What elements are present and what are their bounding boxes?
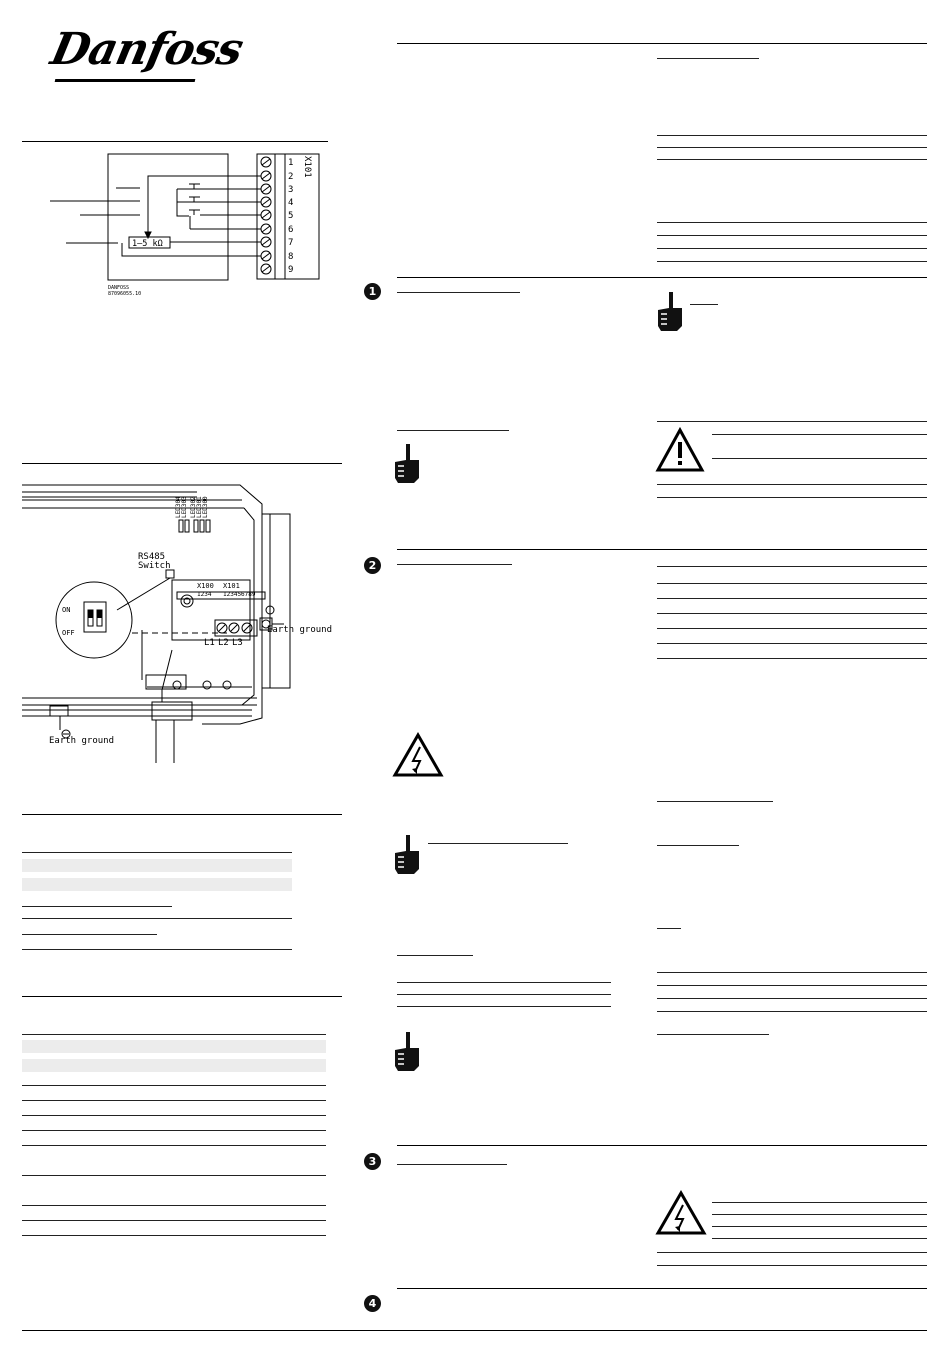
- table-rule: [657, 1252, 927, 1253]
- terminal-number: 7: [288, 238, 294, 248]
- electric-hazard-icon: [392, 732, 444, 778]
- section-rule: [22, 996, 342, 997]
- table-rule: [397, 982, 611, 983]
- heading-underline: [657, 1034, 769, 1035]
- section-rule: [397, 43, 927, 44]
- wiring-diagram-enclosure: [22, 480, 342, 780]
- terminal-number: 2: [288, 172, 294, 182]
- resistor-label: 1–5 kΩ: [132, 239, 163, 249]
- table-rule: [657, 598, 927, 599]
- table-rule: [657, 1265, 927, 1266]
- hand-pointer-icon: [655, 290, 687, 332]
- hand-pointer-icon: [392, 833, 424, 875]
- table-rule: [712, 1238, 927, 1239]
- table-rule: [712, 434, 927, 435]
- table-rule: [22, 852, 292, 853]
- hand-pointer-icon: [392, 1030, 424, 1072]
- table-rule: [657, 972, 927, 973]
- block-label-x100: X100: [197, 582, 214, 590]
- table-rule: [22, 1175, 326, 1176]
- table-rule: [657, 658, 927, 659]
- terminal-number: 9: [288, 265, 294, 275]
- table-rule: [657, 222, 927, 223]
- table-rule: [657, 421, 927, 422]
- table-rule: [712, 1214, 927, 1215]
- table-rule: [657, 159, 927, 160]
- table-rule: [22, 1235, 326, 1236]
- terminal-number: 3: [288, 185, 294, 195]
- table-rule: [657, 985, 927, 986]
- note-underline: [428, 843, 568, 844]
- terminal-number: 6: [288, 225, 294, 235]
- table-rule: [657, 998, 927, 999]
- table-row-shaded: [22, 859, 292, 872]
- table-rule: [657, 583, 927, 584]
- danfoss-logo: Danfoss: [46, 24, 247, 75]
- table-rule: [657, 147, 927, 148]
- table-rule: [22, 949, 292, 950]
- dip-on-label: ON: [62, 606, 71, 614]
- heading-underline: [657, 928, 681, 929]
- earth-ground-label-left: Earth ground: [49, 736, 115, 746]
- table-rule: [657, 1011, 927, 1012]
- block-numbers-x100: 1234: [197, 591, 212, 598]
- section-rule: [397, 1145, 927, 1146]
- heading-underline: [397, 564, 512, 565]
- wiring-diagram-terminal: [0, 140, 340, 310]
- note-underline: [690, 304, 718, 305]
- table-rule: [712, 458, 927, 459]
- phase-label: L3: [232, 638, 243, 648]
- heading-underline: [397, 955, 473, 956]
- rs485-label: Switch: [138, 561, 171, 571]
- table-row-shaded: [22, 878, 292, 891]
- table-rule: [657, 613, 927, 614]
- terminal-number: 8: [288, 252, 294, 262]
- warning-triangle-icon: [655, 427, 705, 473]
- table-rule: [22, 1100, 326, 1101]
- section-badge-3: 3: [364, 1153, 381, 1170]
- phase-label: L2: [218, 638, 229, 648]
- heading-underline: [657, 58, 759, 59]
- table-rule: [712, 1202, 927, 1203]
- heading-underline: [657, 801, 773, 802]
- section-badge-1: 1: [364, 283, 381, 300]
- dip-off-label: OFF: [62, 629, 75, 637]
- heading-underline: [657, 845, 739, 846]
- table-rule: [22, 1115, 326, 1116]
- hand-pointer-icon: [392, 442, 424, 484]
- diagram-stamp: 87096055.10: [108, 291, 142, 297]
- section-rule: [397, 277, 927, 278]
- table-rule: [657, 484, 927, 485]
- rs485-label: RS485: [138, 552, 166, 562]
- heading-underline: [397, 1164, 507, 1165]
- terminal-number: 1: [288, 158, 294, 168]
- table-rule: [22, 1034, 326, 1035]
- table-rule: [657, 135, 927, 136]
- table-rule: [657, 248, 927, 249]
- table-rule: [22, 1130, 326, 1131]
- table-rule: [22, 934, 157, 935]
- table-rule: [657, 643, 927, 644]
- logo-underline: [55, 79, 196, 82]
- table-rule: [22, 1220, 326, 1221]
- phase-label: L1: [204, 638, 215, 648]
- table-rule: [657, 261, 927, 262]
- page-footer-rule: [22, 1330, 927, 1331]
- table-rule: [22, 1145, 326, 1146]
- table-rule: [22, 918, 292, 919]
- led-label: LED304: [175, 496, 182, 518]
- section-badge-4: 4: [364, 1295, 381, 1312]
- section-rule: [22, 814, 342, 815]
- electric-hazard-icon: [655, 1190, 707, 1236]
- table-rule: [22, 1085, 326, 1086]
- earth-ground-label-right: Earth ground: [267, 625, 333, 635]
- table-rule: [22, 1205, 326, 1206]
- diagram-stamp: DANFOSS: [108, 285, 130, 291]
- section-badge-2: 2: [364, 557, 381, 574]
- section-rule: [22, 463, 342, 464]
- table-rule: [397, 1006, 611, 1007]
- section-rule: [397, 1288, 927, 1289]
- table-rule: [657, 235, 927, 236]
- block-label-x101: X101: [223, 582, 240, 590]
- led-label: LED300: [202, 496, 209, 518]
- table-row-shaded: [22, 1040, 326, 1053]
- terminal-number: 4: [288, 198, 294, 208]
- table-rule: [657, 497, 927, 498]
- led-label: LED302: [190, 496, 197, 518]
- table-rule: [657, 566, 927, 567]
- heading-underline: [397, 292, 520, 293]
- block-numbers-x101: 123456789: [223, 591, 256, 598]
- section-rule: [397, 549, 927, 550]
- table-row-shaded: [22, 1059, 326, 1072]
- led-label: LED301: [196, 496, 203, 518]
- heading-underline: [397, 430, 509, 431]
- table-rule: [712, 1226, 927, 1227]
- table-rule: [22, 906, 172, 907]
- table-rule: [397, 994, 611, 995]
- terminal-block-label: X101: [302, 156, 312, 178]
- table-rule: [657, 628, 927, 629]
- led-label: LED303: [181, 496, 188, 518]
- terminal-number: 5: [288, 211, 294, 221]
